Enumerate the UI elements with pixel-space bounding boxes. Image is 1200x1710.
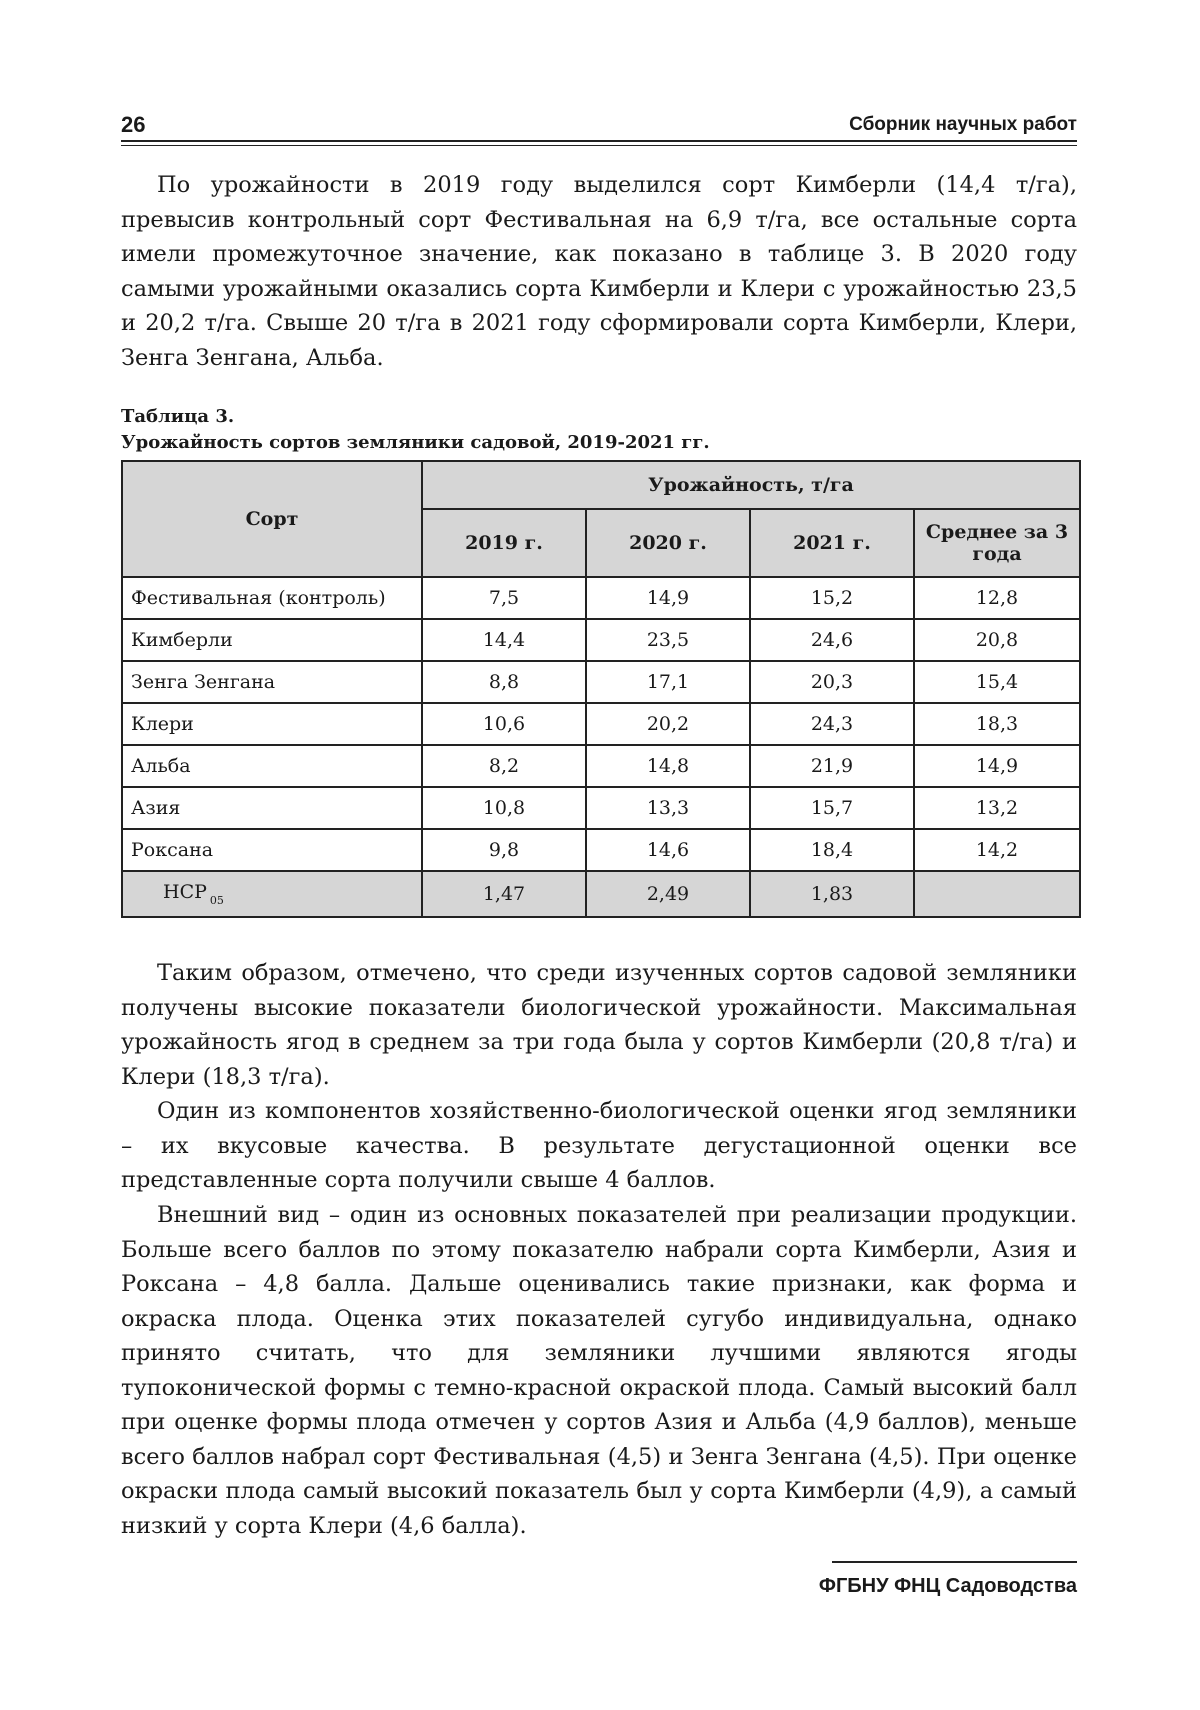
yield-2021: 24,3 <box>750 703 914 745</box>
yield-2021: 21,9 <box>750 745 914 787</box>
col-header-variety: Сорт <box>122 461 422 577</box>
yield-2020: 17,1 <box>586 661 750 703</box>
yield-2020: 20,2 <box>586 703 750 745</box>
col-header-2021: 2021 г. <box>750 509 914 577</box>
variety-name: Зенга Зенгана <box>122 661 422 703</box>
table-row <box>122 745 1080 787</box>
yield-2019: 14,4 <box>422 619 586 661</box>
yield-2021: 24,6 <box>750 619 914 661</box>
col-header-average: Среднее за 3 года <box>914 509 1080 577</box>
variety-name: Альба <box>122 745 422 787</box>
yield-2021: 20,3 <box>750 661 914 703</box>
yield-average: 20,8 <box>914 619 1080 661</box>
header-rule <box>121 140 1077 142</box>
footer-organization: ФГБНУ ФНЦ Садоводства <box>818 1575 1077 1597</box>
ncp-2019: 1,47 <box>422 871 586 917</box>
yield-average: 12,8 <box>914 577 1080 619</box>
col-header-2020: 2020 г. <box>586 509 750 577</box>
col-header-2019: 2019 г. <box>422 509 586 577</box>
ncp-subscript: 05 <box>209 894 224 907</box>
yield-2019: 8,2 <box>422 745 586 787</box>
yield-2021: 15,2 <box>750 577 914 619</box>
yield-2021: 15,7 <box>750 787 914 829</box>
yield-2019: 7,5 <box>422 577 586 619</box>
footer-rule <box>832 1561 1077 1563</box>
table-label: Таблица 3. <box>121 406 235 427</box>
table-row <box>122 829 1080 871</box>
variety-name: Клери <box>122 703 422 745</box>
table-row <box>122 577 1080 619</box>
ncp-row <box>122 871 1080 917</box>
yield-table <box>121 460 1081 918</box>
table-row <box>122 661 1080 703</box>
variety-name: Роксана <box>122 829 422 871</box>
yield-average: 14,2 <box>914 829 1080 871</box>
yield-2020: 14,6 <box>586 829 750 871</box>
yield-2019: 8,8 <box>422 661 586 703</box>
yield-average: 14,9 <box>914 745 1080 787</box>
yield-2021: 18,4 <box>750 829 914 871</box>
intro-paragraph: По урожайности в 2019 году выделился сорт Кимберли (14,4 т/га), превысив контрольный сорт Фестивальная на 6,9 т/га, все остальные сорта имели промежуточное значение, как показано в таблице 3. В 2020 году самыми урожайными оказались сорта Кимберли и Клери с урожайностью 23,5 и 20,2 т/га. Свыше 20 т/га в 2021 году сформировали сорта Кимберли, Клери, Зенга Зенгана, Альба. <box>121 172 1077 371</box>
yield-average: 18,3 <box>914 703 1080 745</box>
ncp-label <box>122 871 422 917</box>
ncp-label-text: НСР <box>163 881 207 903</box>
ncp-average <box>914 871 1080 917</box>
variety-name: Кимберли <box>122 619 422 661</box>
col-header-yield-group: Урожайность, т/га <box>422 461 1080 509</box>
yield-2020: 23,5 <box>586 619 750 661</box>
yield-2019: 10,6 <box>422 703 586 745</box>
table-row <box>122 619 1080 661</box>
yield-average: 13,2 <box>914 787 1080 829</box>
table-caption: Урожайность сортов земляники садовой, 2019-2021 гг. <box>121 432 710 453</box>
ncp-2020: 2,49 <box>586 871 750 917</box>
variety-name: Азия <box>122 787 422 829</box>
collection-title: Сборник научных работ <box>849 114 1077 135</box>
table-row <box>122 703 1080 745</box>
yield-2019: 10,8 <box>422 787 586 829</box>
table-row <box>122 787 1080 829</box>
header-rule-thin <box>121 145 1077 146</box>
body-paragraph: Один из компонентов хозяйственно-биологической оценки ягод земляники – их вкусовые качества. В результате дегустационной оценки все представленные сорта получили свыше 4 баллов. <box>121 1098 1077 1193</box>
variety-name: Фестивальная (контроль) <box>122 577 422 619</box>
yield-2020: 14,9 <box>586 577 750 619</box>
ncp-2021: 1,83 <box>750 871 914 917</box>
body-paragraph: Внешний вид – один из основных показателей при реализации продукции. Больше всего баллов по этому показателю набрали сорта Кимберли, Азия и Роксана – 4,8 балла. Дальше оценивались такие признаки, как форма и окраска плода. Оценка этих показателей сугубо индивидуальна, однако принято считать, что для земляники лучшими являются ягоды тупоконической формы с темно-красной окраской плода. Самый высокий балл при оценке формы плода отмечен у сортов Азия и Альба (4,9 баллов), меньше всего баллов набрал сорт Фестивальная (4,5) и Зенга Зенгана (4,5). При оценке окраски плода самый высокий показатель был у сорта Кимберли (4,9), а самый низкий у сорта Клери (4,6 балла). <box>121 1202 1077 1539</box>
body-paragraph: Таким образом, отмечено, что среди изученных сортов садовой земляники получены высокие показатели биологической урожайности. Максимальная урожайность ягод в среднем за три года была у сортов Кимберли (20,8 т/га) и Клери (18,3 т/га). <box>121 960 1077 1090</box>
page-number: 26 <box>121 112 146 137</box>
yield-2020: 13,3 <box>586 787 750 829</box>
yield-2019: 9,8 <box>422 829 586 871</box>
yield-average: 15,4 <box>914 661 1080 703</box>
yield-2020: 14,8 <box>586 745 750 787</box>
